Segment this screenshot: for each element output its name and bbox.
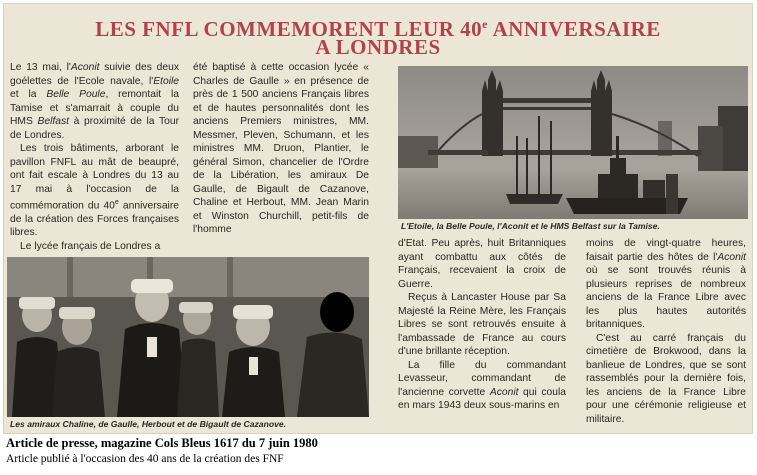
column-3-paragraph-2: Reçus à Lancaster House par Sa Majesté la Reine Mère, les Français Libres se sont retrouvés ensuite à l'ambassade de France au cours d'une brillante réception. xyxy=(398,292,566,357)
article-column-4 xyxy=(586,237,746,426)
caption-admirals-photo: Les amiraux Chaline, de Gaulle, Herbout et de Bigault de Cazanove. xyxy=(10,419,287,429)
caption-thames-photo: L'Etoile, la Belle Poule, l'Aconit et le HMS Belfast sur la Tamise. xyxy=(401,221,660,231)
column-4-paragraph-1: moins de vingt-quatre heures, faisait partie des hôtes de l'Aconit où se sont trouvés réunis à plusieurs reprises de nombreux anciens de la France Libre avec les plus hautes autorités britanniques. xyxy=(586,238,746,330)
source-note-subtitle: Article publié à l'occasion des 40 ans de la création des FNF xyxy=(6,453,284,465)
column-1-paragraph-2: Les trois bâtiments, arborant le pavillon FNFL au mât de beaupré, ont fait escale à Londres du 13 au 17 mai à l'occasion de la commémoration du 40e anniversaire de la création des Forces françaises libres. xyxy=(10,143,179,239)
column-2-paragraph: été baptisé à cette occasion lycée « Charles de Gaulle » en présence de près de 1 500 anciens Français libres et de hautes personnalités dont les anciens Premiers ministres, MM. Messmer, Pleven, Schumann, et les ministres MM. Druon, Plantier, le général Simon, chancelier de l'Ordre de la Libération, les amiraux De Gaulle, de Bigault de Cazanove, Chaline et Herbout, MM. Jean Marin et Winston Churchill, petit-fils de l'homme xyxy=(193,62,369,235)
source-note-title: Article de presse, magazine Cols Bleus 1617 du 7 juin 1980 xyxy=(6,436,318,450)
photo-admirals xyxy=(7,257,369,417)
column-1-paragraph-1: Le 13 mai, l'Aconit suivie des deux goélettes de l'Ecole navale, l'Etoile et la Belle Poule, remontait la Tamise et s'amarrait à couple du HMS Belfast à proximité de la Tour de Londres. xyxy=(10,62,179,141)
headline-text: LES FNFL COMMEMORENT LEUR 40 xyxy=(95,17,483,41)
source-note xyxy=(3,434,318,470)
press-clipping xyxy=(3,3,753,434)
thames-photo-drawing xyxy=(398,66,748,219)
column-3-paragraph-3: La fille du commandant Levasseur, commandant de l'ancienne corvette Aconit qui coula en mars 1943 deux sous-marins en xyxy=(398,359,566,411)
article-column-2 xyxy=(193,61,369,237)
article-column-1 xyxy=(10,61,179,253)
column-3-paragraph-1: d'Etat. Peu après, huit Britanniques ayant combattu aux côtés de Français, recevaient la croix de Guerre. xyxy=(398,238,566,290)
headline-line-2: A LONDRES xyxy=(315,35,441,59)
photo-ships-on-thames xyxy=(398,66,748,219)
headline-superscript: e xyxy=(482,17,488,31)
admirals-photo-drawing xyxy=(7,257,369,417)
article-column-3 xyxy=(398,237,566,413)
column-1-paragraph-3: Le lycée français de Londres a xyxy=(20,240,161,252)
headline-text-end: ANNIVERSAIRE xyxy=(488,17,661,41)
column-4-paragraph-2: C'est au carré français du cimetière de Brokwood, dans la banlieue de Londres, que se sont rassemblés pour la dernière fois, les anciens de la France Libre pour une cérémonie religieuse et militaire. xyxy=(586,332,746,425)
